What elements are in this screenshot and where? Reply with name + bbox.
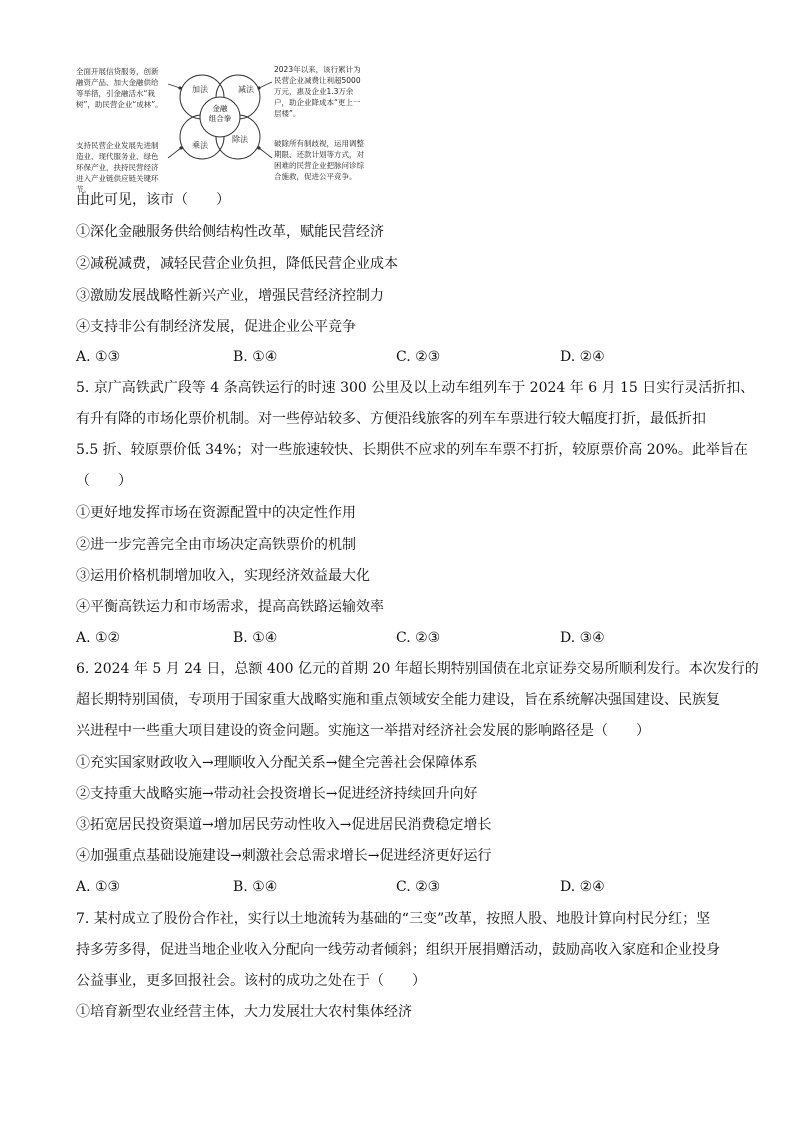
q5-item-4: ④平衡高铁运力和市场需求，提高高铁路运输效率	[76, 599, 384, 615]
center-label	[204, 104, 236, 124]
q5-options	[76, 628, 716, 648]
center-label-line1: 金融	[212, 104, 228, 113]
q6-item-2: ②支持重大战略实施→带动社会投资增长→促进经济持续回升向好	[76, 786, 478, 802]
q7-stem-line-3: 公益事业，更多回报社会。该村的成功之处在于（ ）	[76, 973, 426, 989]
q5-item-2: ②进一步完善完全由市场决定高铁票价的机制	[76, 537, 356, 553]
figure-text-bottom-left: 支持民营企业发展先进制造业、现代服务业、绿色环保产业，扶持民营经济进入产业链供应链关键环节。	[76, 141, 159, 194]
q4-item-4: ④支持非公有制经济发展，促进企业公平竞争	[76, 319, 356, 335]
q4-item-3: ③激励发展战略性新兴产业，增强民营经济控制力	[76, 288, 384, 304]
q6-stem-line-2: 超长期特别国债，专项用于国家重大战略实施和重点领域安全能力建设，旨在系统解决强国建设、民族复	[76, 692, 720, 708]
petal-label-add: 加法	[192, 85, 208, 94]
q5-stem-line-4: （ ）	[76, 473, 132, 489]
q4-option-c[interactable]: C. ②③	[396, 349, 441, 365]
q7-item-1: ①培育新型农业经营主体，大力发展壮大农村集体经济	[76, 1004, 412, 1020]
q6-option-d[interactable]: D. ②④	[560, 879, 605, 895]
q5-option-d[interactable]: D. ③④	[560, 630, 605, 646]
figure-text-bottom-right: 破除所有制歧视，运用调整期限、还款计划等方式，对困难的民营企业把脉问诊综合施救，促进公平竞争。	[274, 139, 364, 181]
q6-item-3: ③拓宽居民投资渠道→增加居民劳动性收入→促进居民消费稳定增长	[76, 817, 492, 833]
q4-item-1: ①深化金融服务供给侧结构性改革，赋能民营经济	[76, 224, 384, 240]
q5-option-c[interactable]: C. ②③	[396, 630, 441, 646]
q5-option-b[interactable]: B. ①④	[233, 630, 278, 646]
figure-text-top-right: 2023年以来，该行累计为民营企业减费让利超5000万元，惠及企业1.3万余户，助企业降成本“更上一层楼”。	[274, 65, 361, 118]
q6-option-a[interactable]: A. ①③	[76, 879, 121, 895]
q5-stem-line-3: 5.5 折、较原票价低 34%；对一些旅速较快、长期供不应求的列车车票不打折，较原票价高 20%。此举旨在	[76, 442, 748, 458]
q6-stem-line-3: 兴进程中一些重大项目建设的资金问题。实施这一举措对经济社会发展的影响路径是（ ）	[76, 723, 650, 739]
center-label-line2: 组合拳	[208, 114, 232, 123]
q5-stem-line-2: 有升有降的市场化票价机制。对一些停站较多、方便沿线旅客的列车车票进行较大幅度打折，最低折扣	[76, 411, 706, 427]
q6-item-4: ④加强重点基础设施建设→刺激社会总需求增长→促进经济更好运行	[76, 848, 492, 864]
q6-option-b[interactable]: B. ①④	[233, 879, 278, 895]
q4-stem: 由此可见，该市（ ）	[76, 192, 230, 208]
q4-item-2: ②减税减费，减轻民营企业负担，降低民营企业成本	[76, 256, 398, 272]
q4-option-a[interactable]: A. ①③	[76, 349, 121, 365]
figure-text-top-left: 全面开展信贷服务，创新融资产品、加大金融供给等举措，引金融活水“栽树”，助民营企业“成林”。	[76, 67, 163, 109]
q5-option-a[interactable]: A. ①②	[76, 630, 121, 646]
q4-options	[76, 347, 716, 367]
q7-stem-line-1: 7. 某村成立了股份合作社，实行以土地流转为基础的“三变”改革，按照人股、地股计算向村民分红；坚	[76, 911, 711, 927]
q6-options	[76, 877, 716, 897]
q6-stem-line-1: 6. 2024 年 5 月 24 日，总额 400 亿元的首期 20 年超长期特别国债在北京证券交易所顺利发行。本次发行的	[76, 661, 759, 677]
q4-option-d[interactable]: D. ②④	[560, 349, 605, 365]
q5-stem-line-1: 5. 京广高铁武广段等 4 条高铁运行的时速 300 公里及以上动车组列车于 2024 年 6 月 15 日实行灵活折扣、	[76, 380, 755, 396]
q4-option-b[interactable]: B. ①④	[233, 349, 278, 365]
petal-label-subtract: 减法	[238, 85, 254, 94]
q6-item-1: ①充实国家财政收入→理顺收入分配关系→健全完善社会保障体系	[76, 755, 478, 771]
q6-option-c[interactable]: C. ②③	[396, 879, 441, 895]
q5-item-1: ①更好地发挥市场在资源配置中的决定性作用	[76, 505, 356, 521]
q5-item-3: ③运用价格机制增加收入，实现经济效益最大化	[76, 568, 370, 584]
petal-label-divide: 除法	[232, 135, 248, 144]
petal-label-multiply: 乘法	[192, 141, 208, 150]
q7-stem-line-2: 持多劳多得，促进当地企业收入分配向一线劳动者倾斜；组织开展捐赠活动，鼓励高收入家庭和企业投身	[76, 942, 720, 958]
